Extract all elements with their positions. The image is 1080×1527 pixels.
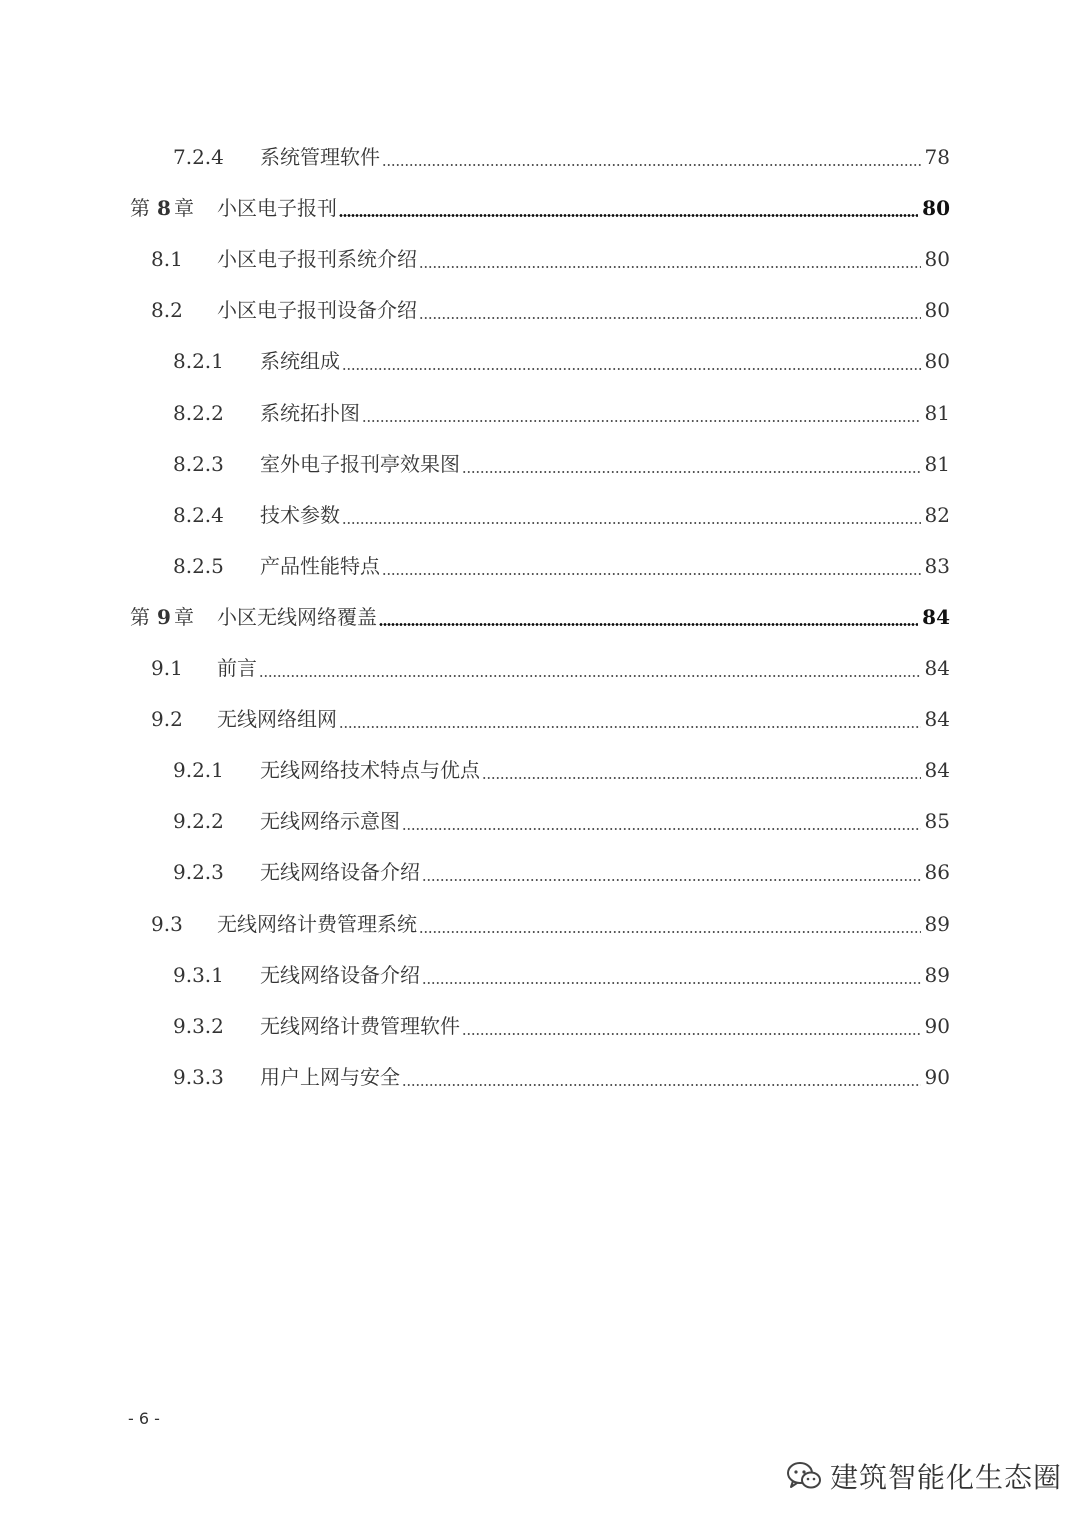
toc-title: 技术参数 <box>260 503 340 527</box>
toc-section-number: 8.2.4 <box>173 503 224 527</box>
chapter-suffix: 章 <box>174 605 194 629</box>
toc-section-number: 9.1 <box>151 656 183 680</box>
chapter-suffix: 章 <box>174 196 194 220</box>
toc-page-number: 86 <box>924 860 950 884</box>
toc-dot-leader <box>402 828 921 830</box>
toc-title: 无线网络组网 <box>217 707 337 731</box>
toc-section-number: 8.2.5 <box>173 554 224 578</box>
chapter-number: 8 <box>157 196 171 220</box>
toc-dot-leader <box>259 675 921 677</box>
toc-dot-leader <box>482 777 921 779</box>
toc-title: 小区电子报刊设备介绍 <box>217 298 417 322</box>
toc-dot-leader <box>462 1033 921 1035</box>
toc-title: 无线网络计费管理软件 <box>260 1014 460 1038</box>
toc-dot-leader <box>422 879 921 881</box>
toc-dot-leader <box>419 266 921 268</box>
toc-section-number: 9.3 <box>151 912 183 936</box>
toc-entry-row <box>0 349 1080 400</box>
toc-section-number: 9.2 <box>151 707 183 731</box>
toc-title: 产品性能特点 <box>260 554 380 578</box>
toc-entry-row <box>0 809 1080 860</box>
toc-page-number: 90 <box>924 1014 950 1038</box>
watermark-text: 建筑智能化生态圈 <box>830 1461 1063 1494</box>
toc-title: 用户上网与安全 <box>260 1065 400 1089</box>
toc-section-number: 8.2 <box>151 298 183 322</box>
toc-entry-row <box>0 401 1080 452</box>
toc-entry-row <box>0 298 1080 349</box>
toc-entry-row <box>0 554 1080 605</box>
toc-title: 小区无线网络覆盖 <box>217 605 377 629</box>
toc-dot-leader <box>382 164 921 166</box>
toc-page-number: 89 <box>924 912 950 936</box>
toc-page-number: 81 <box>924 452 950 476</box>
toc-title: 系统拓扑图 <box>260 401 360 425</box>
chapter-prefix: 第 <box>130 605 150 629</box>
toc-dot-leader <box>342 368 921 370</box>
toc-dot-leader <box>462 471 921 473</box>
toc-title: 小区电子报刊 <box>217 196 337 220</box>
toc-section-number: 9.2.3 <box>173 860 224 884</box>
toc-section-number: 9.2.2 <box>173 809 224 833</box>
toc-title: 前言 <box>217 656 257 680</box>
toc-section-number: 8.1 <box>151 247 183 271</box>
toc-page-number: 82 <box>924 503 950 527</box>
chapter-prefix: 第 <box>130 196 150 220</box>
toc-entry-row <box>0 452 1080 503</box>
toc-page-number: 90 <box>924 1065 950 1089</box>
toc-dot-leader <box>382 573 921 575</box>
toc-page-number: 84 <box>924 758 950 782</box>
toc-dot-leader <box>342 522 921 524</box>
toc-page-number: 84 <box>924 656 950 680</box>
toc-dot-leader <box>402 1084 921 1086</box>
toc-dot-leader <box>422 982 921 984</box>
toc-entry-row <box>0 860 1080 911</box>
toc-section-number: 8.2.3 <box>173 452 224 476</box>
toc-entry-row <box>0 656 1080 707</box>
toc-title: 室外电子报刊亭效果图 <box>260 452 460 476</box>
toc-entry-row <box>0 707 1080 758</box>
toc-entry-row <box>0 145 1080 196</box>
toc-section-number: 9.2.1 <box>173 758 224 782</box>
toc-page-number: 83 <box>924 554 950 578</box>
toc-entry-row <box>0 912 1080 963</box>
toc-entry-row <box>0 963 1080 1014</box>
page-number: - 6 - <box>128 1409 160 1428</box>
toc-title: 无线网络示意图 <box>260 809 400 833</box>
toc-title: 小区电子报刊系统介绍 <box>217 247 417 271</box>
toc-entry-row <box>0 1014 1080 1065</box>
toc-section-number: 8.2.1 <box>173 349 224 373</box>
toc-chapter-row <box>0 605 1080 656</box>
toc-page-number: 84 <box>924 707 950 731</box>
toc-dot-leader <box>339 214 918 217</box>
toc-page-number: 80 <box>924 247 950 271</box>
toc-page-number: 81 <box>924 401 950 425</box>
toc-dot-leader <box>419 931 921 933</box>
toc-page-number: 84 <box>922 605 950 629</box>
toc-entry-row <box>0 758 1080 809</box>
toc-dot-leader <box>339 726 921 728</box>
toc-title: 无线网络计费管理系统 <box>217 912 417 936</box>
toc-page-number: 80 <box>922 196 950 220</box>
toc-section-number: 9.3.3 <box>173 1065 224 1089</box>
toc-entry-row <box>0 1065 1080 1116</box>
toc-section-number: 8.2.2 <box>173 401 224 425</box>
toc-title: 系统管理软件 <box>260 145 380 169</box>
toc-page-number: 80 <box>924 349 950 373</box>
watermark <box>786 1458 1062 1494</box>
chapter-number: 9 <box>157 605 171 629</box>
toc-title: 系统组成 <box>260 349 340 373</box>
toc-dot-leader <box>362 420 921 422</box>
toc-entry-row <box>0 503 1080 554</box>
toc-title: 无线网络设备介绍 <box>260 860 420 884</box>
toc-section-number: 9.3.1 <box>173 963 224 987</box>
toc-section-number: 7.2.4 <box>173 145 224 169</box>
toc-entry-row <box>0 247 1080 298</box>
toc-dot-leader <box>379 623 918 626</box>
toc-page-number: 89 <box>924 963 950 987</box>
toc-chapter-row <box>0 196 1080 247</box>
toc-dot-leader <box>419 317 921 319</box>
toc-page-number: 85 <box>924 809 950 833</box>
toc-page-number: 80 <box>924 298 950 322</box>
wechat-icon <box>786 1461 822 1491</box>
toc-page-number: 78 <box>924 145 950 169</box>
toc-section-number: 9.3.2 <box>173 1014 224 1038</box>
toc-title: 无线网络设备介绍 <box>260 963 420 987</box>
toc-title: 无线网络技术特点与优点 <box>260 758 480 782</box>
